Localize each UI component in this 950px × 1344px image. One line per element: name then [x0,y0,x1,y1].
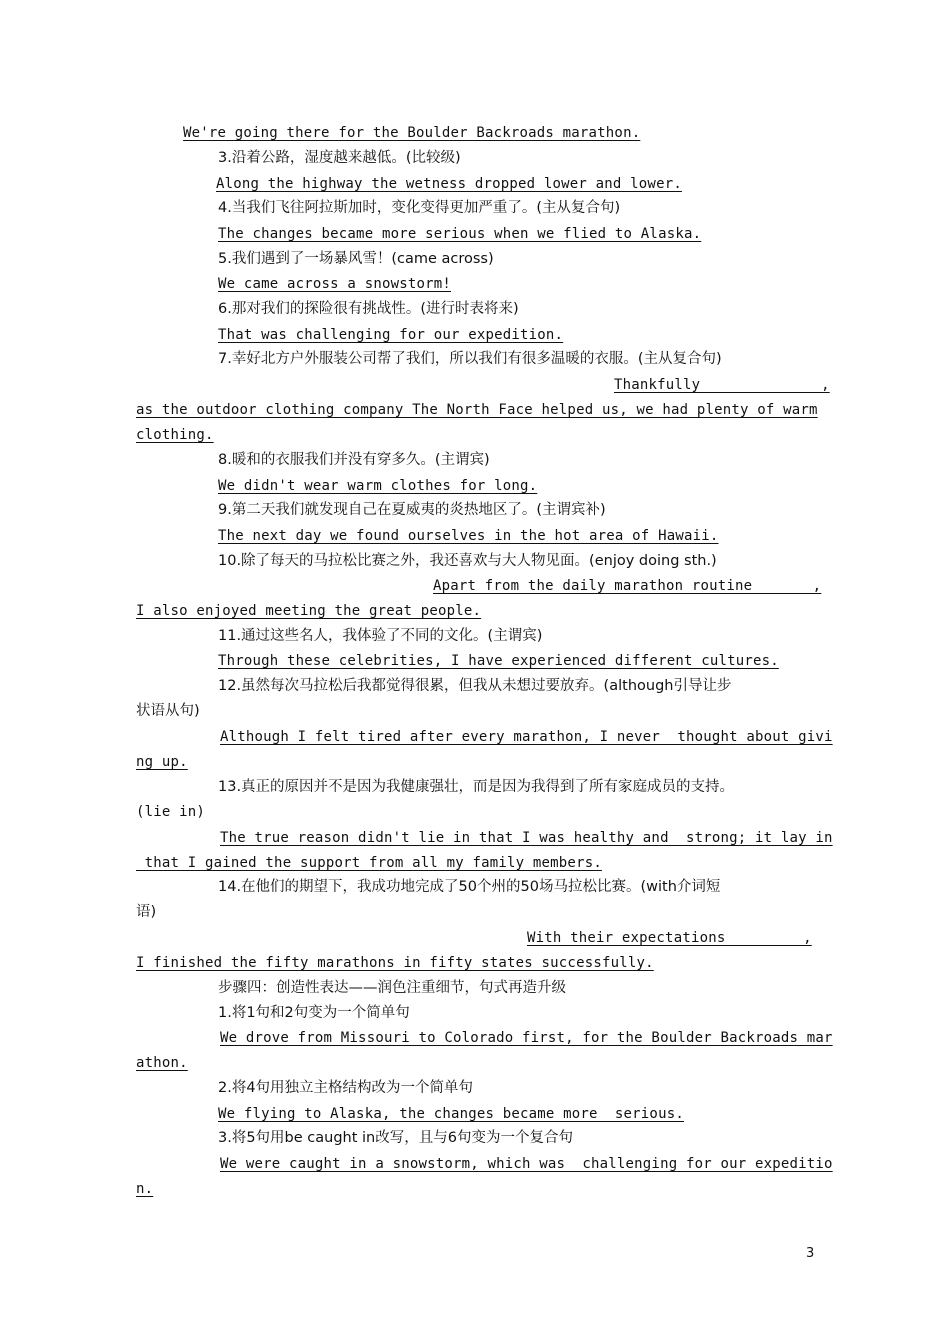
prompt-3: 3.沿着公路，湿度越来越低。(比较级) [218,150,461,166]
prompt-7: 7.幸好北方户外服装公司帮了我们，所以我们有很多温暖的衣服。(主从复合句) [218,351,722,367]
answer-line-1: We're going there for the Boulder Backroads marathon. [183,125,641,141]
answer-14-part1: With their expectations , [527,930,812,946]
answer-6: That was challenging for our expedition. [218,327,564,343]
task-2-answer: We flying to Alaska, the changes became more serious. [218,1106,684,1122]
page-number: 3 [806,1246,815,1261]
prompt-13-line2: (lie in) [136,804,206,820]
prompt-13-line1: 13.真正的原因并不是因为我健康强壮，而是因为我得到了所有家庭成员的支持。 [218,779,735,795]
task-1: 1.将1句和2句变为一个简单句 [218,1005,410,1021]
prompt-14-line2: 语) [136,904,157,920]
task-1-answer-part2: athon. [136,1055,188,1071]
prompt-12-line2: 状语从句) [136,703,200,719]
task-3-answer-part2: n. [136,1181,154,1197]
answer-13-part2: that I gained the support from all my family members. [136,855,602,871]
section-heading-step4: 步骤四：创造性表达——润色注重细节，句式再造升级 [218,980,566,996]
prompt-8: 8.暖和的衣服我们并没有穿多久。(主谓宾) [218,452,490,468]
answer-12-part1: Although I felt tired after every marathon, I never thought about givi [220,729,833,745]
task-3: 3.将5句用be caught in改写，且与6句变为一个复合句 [218,1130,573,1146]
prompt-14-line1: 14.在他们的期望下，我成功地完成了50个州的50场马拉松比赛。(with介词短 [218,879,721,895]
answer-13-part1: The true reason didn't lie in that I was healthy and strong; it lay in [220,830,833,846]
task-2: 2.将4句用独立主格结构改为一个简单句 [218,1080,474,1096]
answer-3: Along the highway the wetness dropped lower and lower. [216,176,682,192]
answer-7-part1: Thankfully , [614,377,830,393]
answer-7-part2: as the outdoor clothing company The North Face helped us, we had plenty of warm [136,402,818,418]
answer-8: We didn't wear warm clothes for long. [218,478,538,494]
prompt-4: 4.当我们飞往阿拉斯加时，变化变得更加严重了。(主从复合句) [218,200,621,216]
answer-10-part2: I also enjoyed meeting the great people. [136,603,482,619]
task-3-answer-part1: We were caught in a snowstorm, which was challenging for our expeditio [220,1156,833,1172]
answer-5: We came across a snowstorm! [218,276,451,292]
prompt-6: 6.那对我们的探险很有挑战性。(进行时表将来) [218,301,519,317]
prompt-9: 9.第二天我们就发现自己在夏威夷的炎热地区了。(主谓宾补) [218,502,606,518]
prompt-12-line1: 12.虽然每次马拉松后我都觉得很累，但我从未想过要放弃。(although引导让步 [218,678,732,694]
prompt-11: 11.通过这些名人，我体验了不同的文化。(主谓宾) [218,628,543,644]
answer-14-part2: I finished the fifty marathons in fifty states successfully. [136,955,654,971]
answer-10-part1: Apart from the daily marathon routine , [433,578,822,594]
answer-7-part3: clothing. [136,427,214,443]
task-1-answer-part1: We drove from Missouri to Colorado first, for the Boulder Backroads mar [220,1030,833,1046]
prompt-10: 10.除了每天的马拉松比赛之外，我还喜欢与大人物见面。(enjoy doing sth.) [218,553,717,569]
answer-12-part2: ng up. [136,754,188,770]
answer-4: The changes became more serious when we flied to Alaska. [218,226,702,242]
answer-11: Through these celebrities, I have experienced different cultures. [218,653,779,669]
prompt-5: 5.我们遇到了一场暴风雪！(came across) [218,251,494,267]
answer-9: The next day we found ourselves in the hot area of Hawaii. [218,528,719,544]
